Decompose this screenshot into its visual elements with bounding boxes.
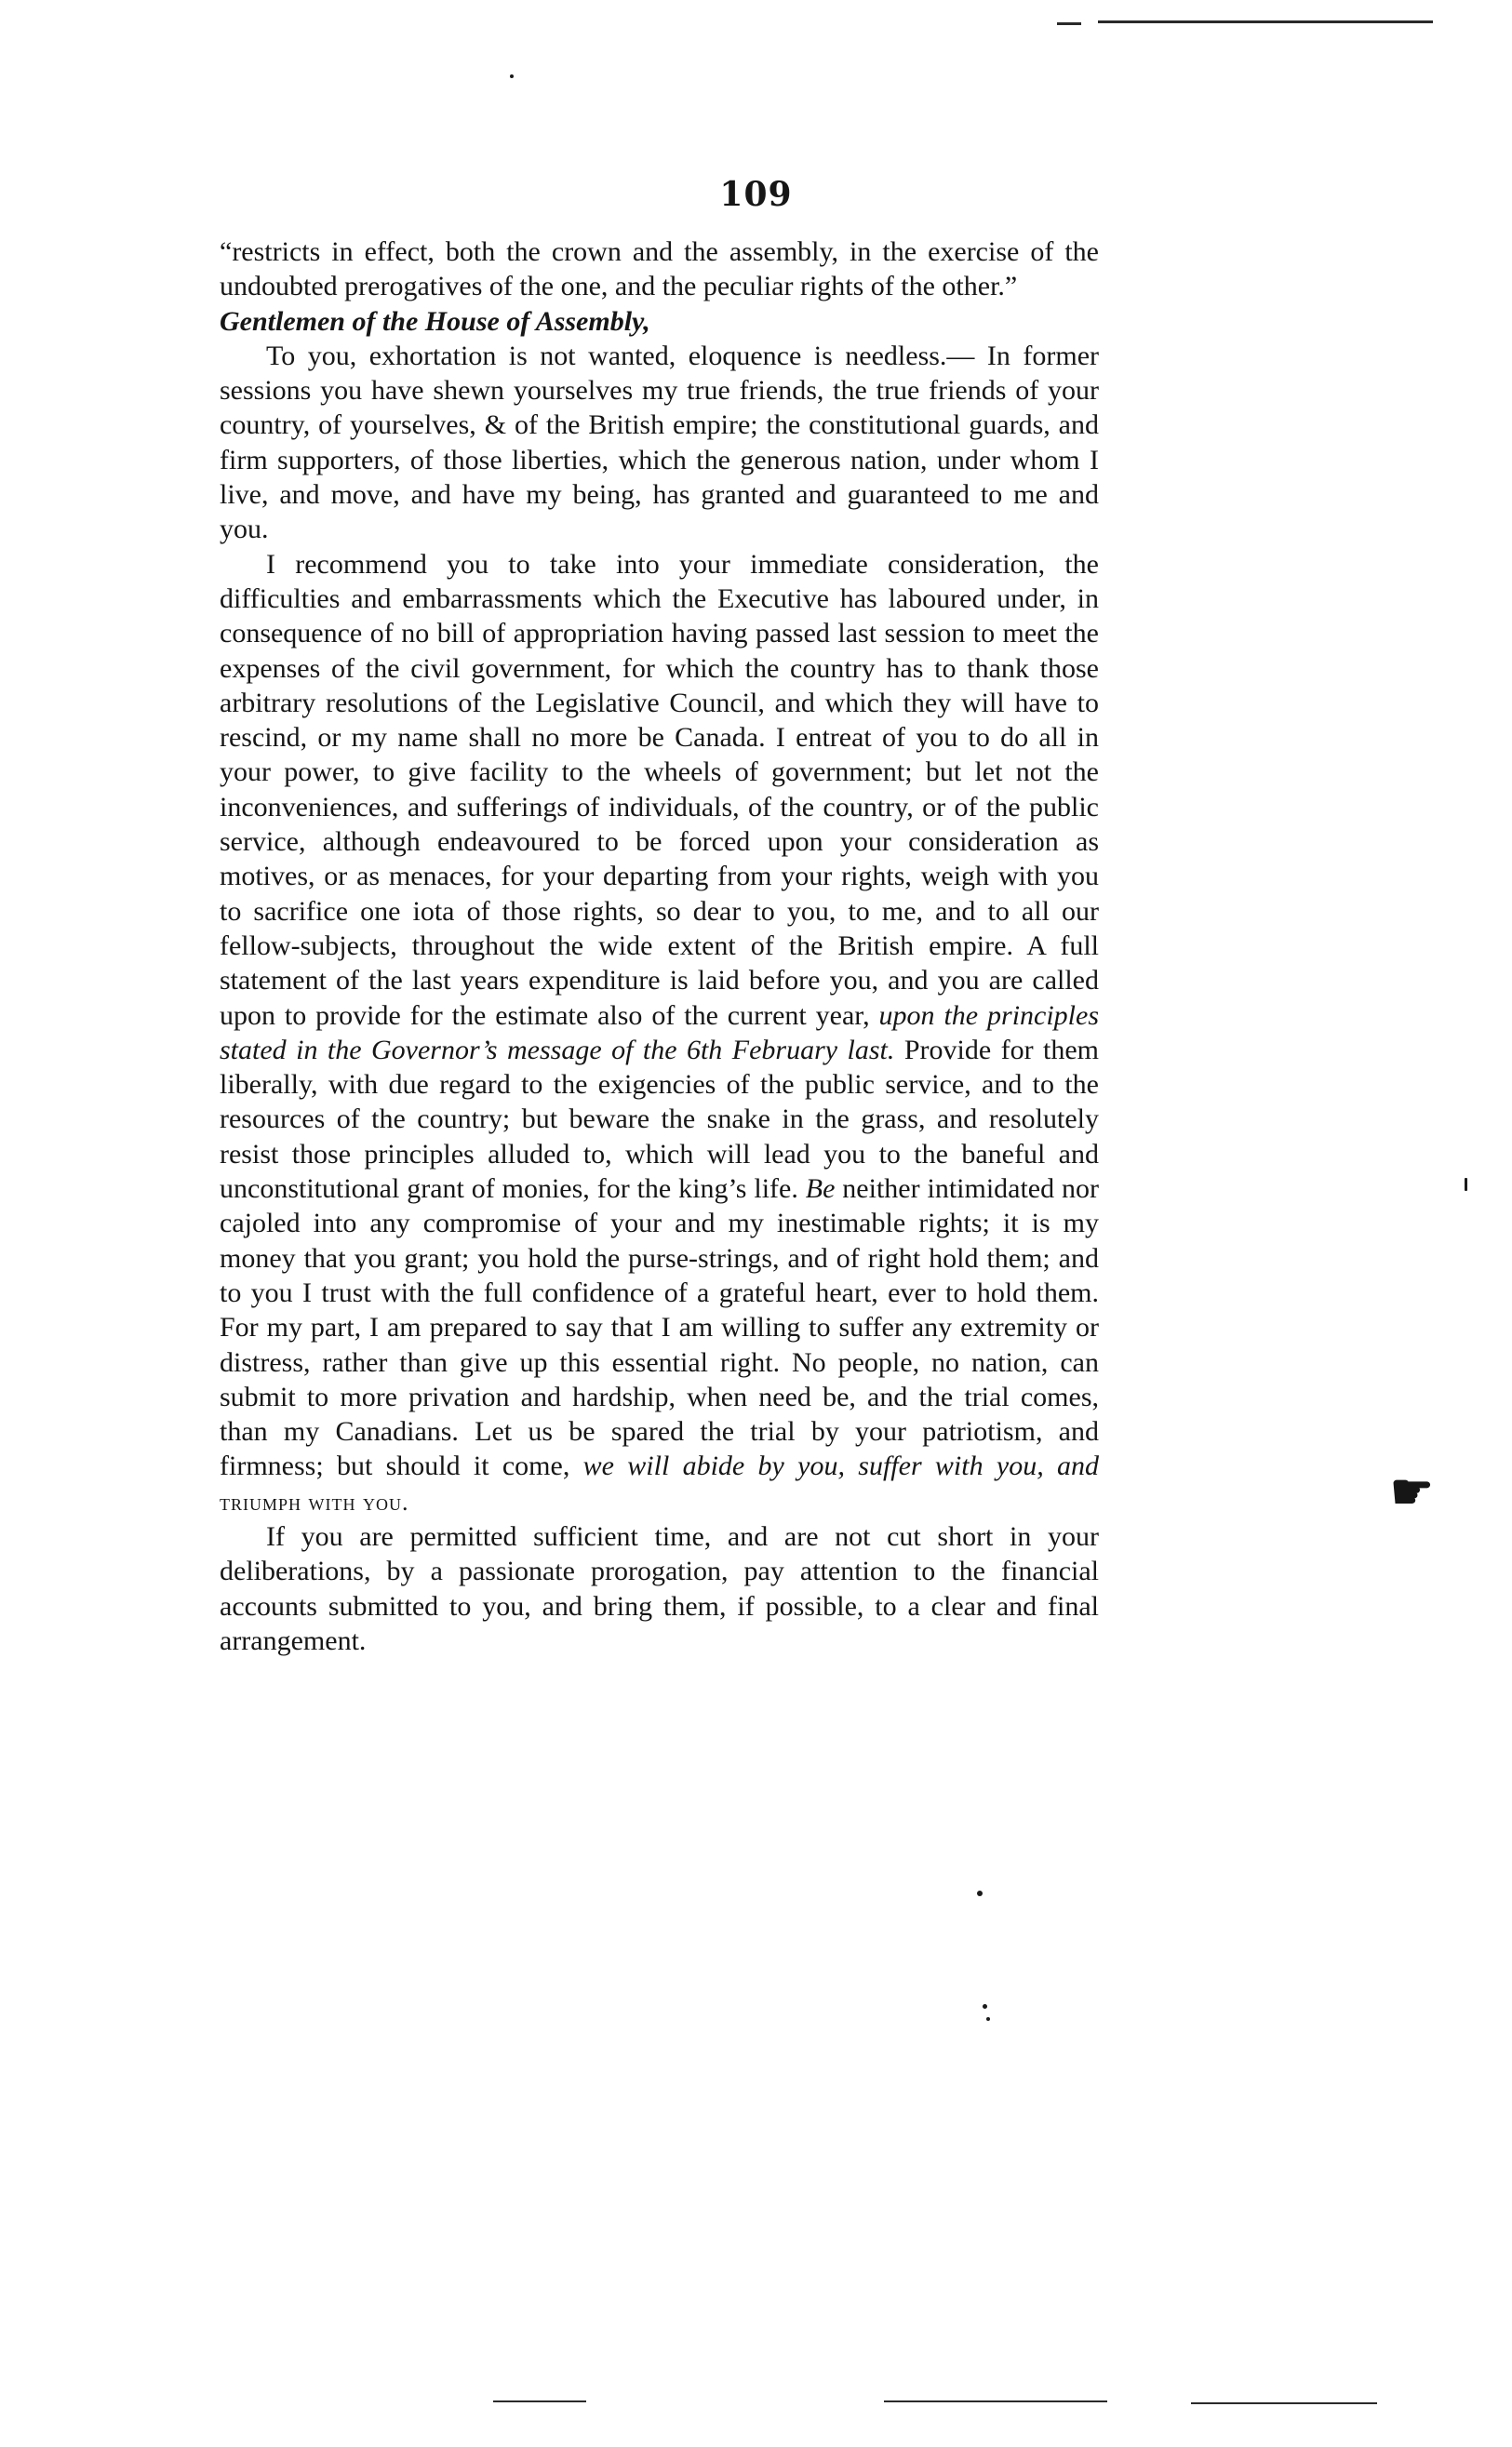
small-caps-triumph: triumph with you.: [220, 1488, 409, 1516]
scan-speck: [986, 2017, 990, 2021]
scan-speck: [983, 2004, 987, 2009]
paragraph-exhortation: To you, exhortation is not wanted, eloquence is needless.— In former sessions you have shewn yourselves my true friends, the true friends of your country, of yourselves, & of the British empire; the constitutional guards, and firm supporters, of those liberties, which the generous nation, under whom I live, and move, and have my being, has granted and guaranteed to me and you.: [220, 340, 1099, 545]
paragraph-text: neither intimidated nor cajoled into any compromise of your and my inestimable rights; it is my money that you grant; you hold the purse-strings, and of right hold them; and to you I trust with the full confidence of a grateful heart, ever to hold them. For my part, I am prepared to say that I am willing to suffer any extremity or distress, rather than give up this essential right. No people, no nation, can submit to more privation and hardship, when need be, and the trial comes, than my Canadians. Let us be spared the trial by your patriotism, and firmness; but should it come,: [220, 1173, 1100, 1482]
italic-word-be: Be: [805, 1173, 836, 1205]
top-edge-scan-noise-short: [1057, 22, 1081, 25]
paragraph-text: Provide for them liberally, with due regard to the exigencies of the public service, and to the resources of the country; but beware the snake in the grass, and resolutely resist those principles alluded to, which will lead you to the baneful and unconstitutional grant of monies, for the king’s life.: [220, 1034, 1099, 1205]
paragraph-text: I recommend you to take into your immediate consideration, the difficulties and embarrassments which the Executive has laboured under, in consequence of no bill of appropriation having passed last session to meet the expenses of the civil government, for which the country has to thank those arbitrary resolutions of the Legislative Council, and which they will have to rescind, or my name shall no more be Canada. I entreat of you to do all in your power, to give facility to the wheels of government; but let not the inconveniences, and sufferings of individuals, of the country, or of the public service, although endeavoured to be forced upon your consideration as motives, or as menaces, for your departing from your rights, weigh with you to sacrifice one iota of those rights, so dear to you, to me, and to all our fellow-subjects, throughout the wide extent of the British empire. A full statement of the last years expenditure is laid before you, and you are called upon to provide for the estimate also of the current year,: [220, 548, 1099, 1031]
top-edge-scan-noise: [1098, 20, 1433, 23]
paragraph-recommendation: [220, 547, 1099, 1519]
pointing-hand-icon: ☛: [1390, 1464, 1434, 1520]
scan-speck: [977, 1891, 983, 1896]
address-heading: Gentlemen of the House of Assembly,: [220, 305, 650, 337]
letter-body: [220, 234, 1099, 1658]
italic-phrase-principles: upon the principles stated in the Governor’s message of the 6th February last.: [220, 999, 1100, 1065]
page-number: 109: [719, 175, 793, 214]
paragraph-financial-accounts: If you are permitted sufficient time, and are not cut short in your deliberations, by a passionate prorogation, pay attention to the financial accounts submitted to you, and bring them, if possible, to a clear and final arrangement.: [220, 1520, 1099, 1656]
italic-phrase-abide: we will abide by you, suffer with you, and: [582, 1451, 1100, 1482]
opening-quotation: “restricts in effect, both the crown and the assembly, in the exercise of the undoubted prerogatives of the one, and the peculiar rights of the other.”: [220, 236, 1099, 302]
bottom-edge-scan-noise: [884, 2400, 1107, 2402]
bottom-edge-scan-noise: [493, 2400, 586, 2402]
scan-speck: [1465, 1178, 1467, 1191]
bottom-edge-scan-noise: [1191, 2402, 1377, 2404]
scan-speck: [510, 74, 514, 78]
